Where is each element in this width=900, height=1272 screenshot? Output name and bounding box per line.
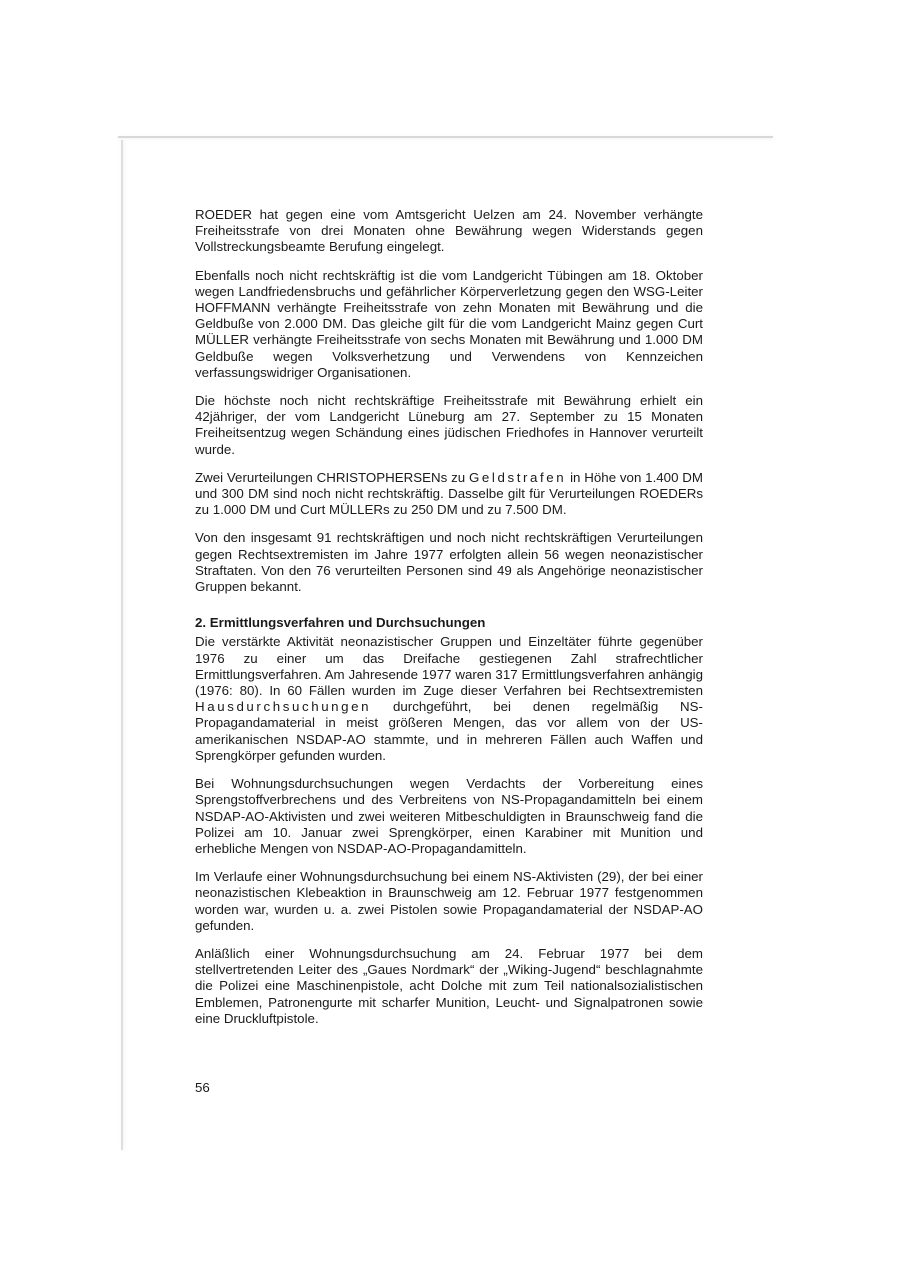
spaced-term-geldstrafen: Geldstrafen bbox=[468, 469, 567, 485]
paragraph-roeder-appeal: ROEDER hat gegen eine vom Amtsgericht Uelzen am 24. November verhängte Freiheitsstrafe von drei Monaten ohne Bewährung wegen Widerstands gegen Vollstreckungsbeamte Berufung eingelegt. bbox=[195, 207, 703, 255]
paragraph-fines bbox=[195, 470, 703, 519]
page-content bbox=[195, 207, 703, 1039]
paragraph-investigations-text-1: Die verstärkte Aktivität neonazistischer Gruppen und Einzeltäter führte gegenüber 1976 zu einer um das Dreifache gestiegenen Zahl strafrechtlicher Ermittlungsverfahren. Am Jahresende 1977 waren 317 Ermittlungsverfahren anhängig (1976: 80). In 60 Fällen wurden im Zuge dieser Verfahren bei Rechtsextremisten bbox=[195, 634, 703, 699]
scan-top-edge bbox=[118, 136, 773, 138]
paragraph-wiking-jugend: Anläßlich einer Wohnungsdurchsuchung am 24. Februar 1977 bei dem stellvertretenden Leiter des „Gaues Nordmark“ der „Wiking-Jugend“ beschlagnahmte die Polizei eine Maschinenpistole, acht Dolche mit zum Teil nationalsozialistischen Emblemen, Patronengurte mit scharfer Munition, Leucht- und Signalpatronen sowie eine Druckluftpistole. bbox=[195, 945, 703, 1026]
paragraph-fines-text-1: Zwei Verurteilungen CHRISTOPHERSENs zu bbox=[195, 469, 469, 485]
paragraph-not-final-verdicts: Ebenfalls noch nicht rechtskräftig ist die vom Landgericht Tübingen am 18. Oktober wegen Landfriedensbruchs und gefährlicher Körperverletzung gegen den WSG-Leiter HOFFMANN verhängte Freiheitsstrafe von zehn Monaten mit Bewährung und die Geldbuße von 2.000 DM. Das gleiche gilt für die vom Landgericht Mainz gegen Curt MÜLLER verhängte Freiheitsstrafe von sechs Monaten mit Bewährung und 1.000 DM Geldbuße wegen Volksverhetzung und Verwendens von Kennzeichen verfassungswidriger Organisationen. bbox=[195, 267, 703, 380]
page-number: 56 bbox=[195, 1080, 210, 1095]
paragraph-highest-sentence: Die höchste noch nicht rechtskräftige Freiheitsstrafe mit Bewährung erhielt ein 42jähriger, der vom Landgericht Lüneburg am 27. September zu 15 Monaten Freiheitsentzug wegen Schändung eines jüdischen Friedhofes in Hannover verurteilt wurde. bbox=[195, 393, 703, 457]
paragraph-pistols-found: Im Verlaufe einer Wohnungsdurchsuchung bei einem NS-Aktivisten (29), der bei einer neonazistischen Klebeaktion in Braunschweig am 12. Februar 1977 festgenommen worden war, wurden u. a. zwei Pistolen sowie Propagandamaterial der NSDAP-AO gefunden. bbox=[195, 869, 703, 933]
paragraph-investigations-text-2: durchgeführt, bei denen regelmäßig NS-Propagandamaterial in meist größeren Mengen, das vor allem von der US-amerikanischen NSDAP-AO stammte, und in mehreren Fällen auch Waffen und Sprengkörper gefunden wurden. bbox=[195, 699, 703, 763]
paragraph-investigations bbox=[195, 634, 703, 764]
paragraph-convictions-summary: Von den insgesamt 91 rechtskräftigen und noch nicht rechtskräftigen Verurteilungen gegen Rechtsextremisten im Jahre 1977 erfolgten allein 56 wegen neonazistischer Straftaten. Von den 76 verurteilten Personen sind 49 als Angehörige neonazistischer Gruppen bekannt. bbox=[195, 530, 703, 595]
paragraph-braunschweig-search: Bei Wohnungsdurchsuchungen wegen Verdachts der Vorbereitung eines Sprengstoffverbrechens und des Verbreitens von NS-Propagandamitteln bei einem NSDAP-AO-Aktivisten und zwei weiteren Mitbeschuldigten in Braunschweig fand die Polizei am 10. Januar zwei Sprengkörper, einen Karabiner mit Munition und erhebliche Mengen von NSDAP-AO-Propagandamitteln. bbox=[195, 776, 703, 856]
section-heading: 2. Ermittlungsverfahren und Durchsuchungen bbox=[195, 615, 486, 631]
paragraph-fines-text-2: in Höhe von 1.400 DM und 300 DM sind noch nicht rechtskräftig. Dasselbe gilt für Verurteilungen ROEDERs zu 1.000 DM und Curt MÜLLERs zu 250 DM und zu 7.500 DM. bbox=[195, 469, 703, 518]
spaced-term-hausdurchsuchungen: Hausdurchsuchungen bbox=[195, 699, 372, 715]
scan-left-edge bbox=[121, 140, 123, 1150]
